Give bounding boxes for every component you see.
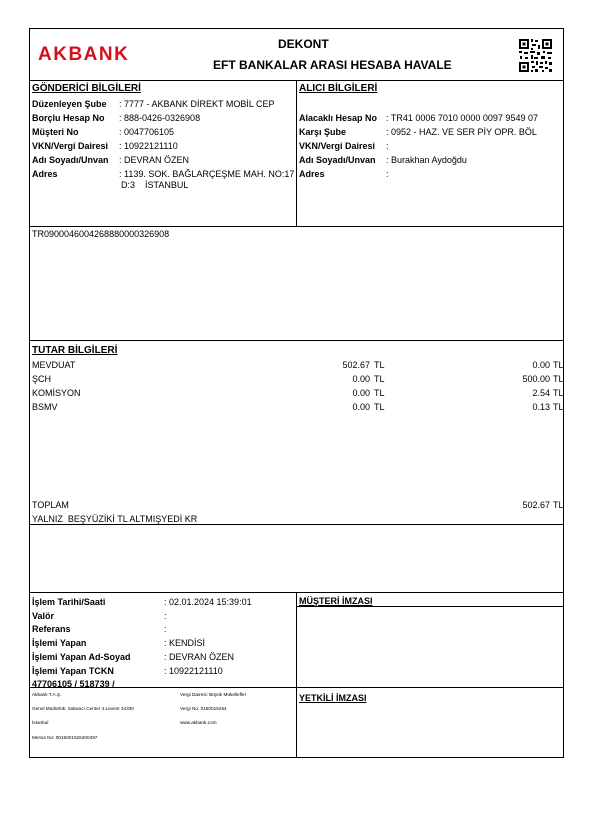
divider	[296, 80, 297, 226]
bank-info-text: www.akbank.com	[180, 720, 217, 725]
receiver-section-title: ALICI BİLGİLERİ	[299, 83, 378, 94]
transaction-value: :	[164, 624, 167, 634]
amount-label: ŞCH	[32, 374, 52, 384]
receiver-value: :	[386, 169, 389, 179]
divider	[29, 340, 564, 341]
transaction-value: : 02.01.2024 15:39:01	[164, 597, 252, 607]
amount-value: 0.00	[532, 360, 550, 370]
amount-label: MEVDUAT	[32, 360, 76, 370]
sender-value: : 1139. SOK. BAĞLARÇEŞME MAH. NO:17	[119, 169, 295, 179]
amount-value: 0.00	[352, 374, 370, 384]
qr-code-icon	[518, 38, 553, 73]
currency: TL	[553, 388, 564, 398]
currency: TL	[553, 402, 564, 412]
amount-label: KOMİSYON	[32, 388, 81, 398]
receiver-label: Karşı Şube	[299, 127, 347, 137]
sender-address-line2: D:3 İSTANBUL	[121, 180, 189, 190]
receiver-value: :	[386, 141, 389, 151]
currency: TL	[374, 374, 385, 384]
sender-label: Adres	[32, 169, 58, 179]
amount-value: 502.67	[342, 360, 370, 370]
customer-code: 47706105 / 518739 /	[32, 679, 115, 689]
document-title: DEKONT	[278, 37, 329, 51]
divider	[29, 524, 564, 525]
receiver-value: : TR41 0006 7010 0000 0097 9549 07	[386, 113, 538, 123]
bank-info-text: Vergi No: 0150015264	[180, 706, 227, 711]
currency: TL	[553, 500, 564, 510]
amount-value: 0.00	[352, 402, 370, 412]
receiver-label: Adı Soyadı/Unvan	[299, 155, 376, 165]
sender-label: VKN/Vergi Dairesi	[32, 141, 109, 151]
receiver-label: Alacaklı Hesap No	[299, 113, 378, 123]
currency: TL	[374, 360, 385, 370]
currency: TL	[374, 402, 385, 412]
divider	[296, 606, 564, 607]
receiver-label: VKN/Vergi Dairesi	[299, 141, 376, 151]
transaction-label: İşlemi Yapan TCKN	[32, 666, 114, 676]
total-value: 502.67	[522, 500, 550, 510]
transaction-label: İşlemi Yapan Ad-Soyad	[32, 652, 131, 662]
sender-value: : 0047706105	[119, 127, 175, 137]
amount-value: 2.54	[532, 388, 550, 398]
transaction-label: İşlem Tarihi/Saati	[32, 597, 106, 607]
amount-value: 500.00	[522, 374, 550, 384]
transaction-label: İşlemi Yapan	[32, 638, 87, 648]
transaction-label: Valör	[32, 611, 55, 621]
bank-info-text: Akbank T.A.Ş.	[32, 692, 62, 697]
receiver-value: : Burakhan Aydoğdu	[386, 155, 467, 165]
amount-value: 0.00	[352, 388, 370, 398]
sender-section-title: GÖNDERİCİ BİLGİLERİ	[32, 83, 141, 94]
sender-value: : 7777 - AKBANK DİREKT MOBİL CEP	[119, 99, 275, 109]
receiver-value: : 0952 - HAZ. VE SER PİY OPR. BÖL	[386, 127, 537, 137]
authorized-signature-label: YETKİLİ İMZASI	[299, 693, 367, 703]
receiver-label: Adres	[299, 169, 325, 179]
sender-value: : DEVRAN ÖZEN	[119, 155, 190, 165]
transaction-value: :	[164, 611, 167, 621]
sender-value: : 10922121110	[119, 141, 178, 151]
transaction-description: TR0900046004268880000326908	[32, 229, 170, 239]
amount-in-words: YALNIZ BEŞYÜZİKİ TL ALTMIŞYEDİ KR	[32, 514, 198, 524]
transaction-value: : KENDİSİ	[164, 638, 206, 648]
currency: TL	[374, 388, 385, 398]
transaction-value: : 10922121110	[164, 666, 223, 676]
bank-info-text: Mersis No: 0015001526400497	[32, 735, 98, 740]
bank-info-text: Vergi Dairesi: Büyük Mükellefler	[180, 692, 247, 697]
sender-label: Düzenleyen Şube	[32, 99, 107, 109]
customer-signature-label: MÜŞTERİ İMZASI	[299, 596, 373, 606]
document-subtitle: EFT BANKALAR ARASI HESABA HAVALE	[213, 58, 452, 72]
bank-info-text: Genel Müdürlük: Sabancı Center 4.Levent 34330	[32, 706, 134, 711]
sender-label: Adı Soyadı/Unvan	[32, 155, 109, 165]
amounts-section-title: TUTAR BİLGİLERİ	[32, 345, 118, 356]
total-label: TOPLAM	[32, 500, 69, 510]
divider	[29, 226, 564, 227]
sender-value: : 888-0426-0326908	[119, 113, 201, 123]
sender-label: Müşteri No	[32, 127, 79, 137]
bank-logo: AKBANK	[38, 44, 130, 65]
amount-label: BSMV	[32, 402, 58, 412]
amount-value: 0.13	[532, 402, 550, 412]
sender-label: Borçlu Hesap No	[32, 113, 105, 123]
transaction-value: : DEVRAN ÖZEN	[164, 652, 235, 662]
currency: TL	[553, 374, 564, 384]
currency: TL	[553, 360, 564, 370]
divider	[296, 592, 297, 758]
transaction-label: Referans	[32, 624, 71, 634]
bank-info-text: İstanbul	[32, 720, 49, 725]
